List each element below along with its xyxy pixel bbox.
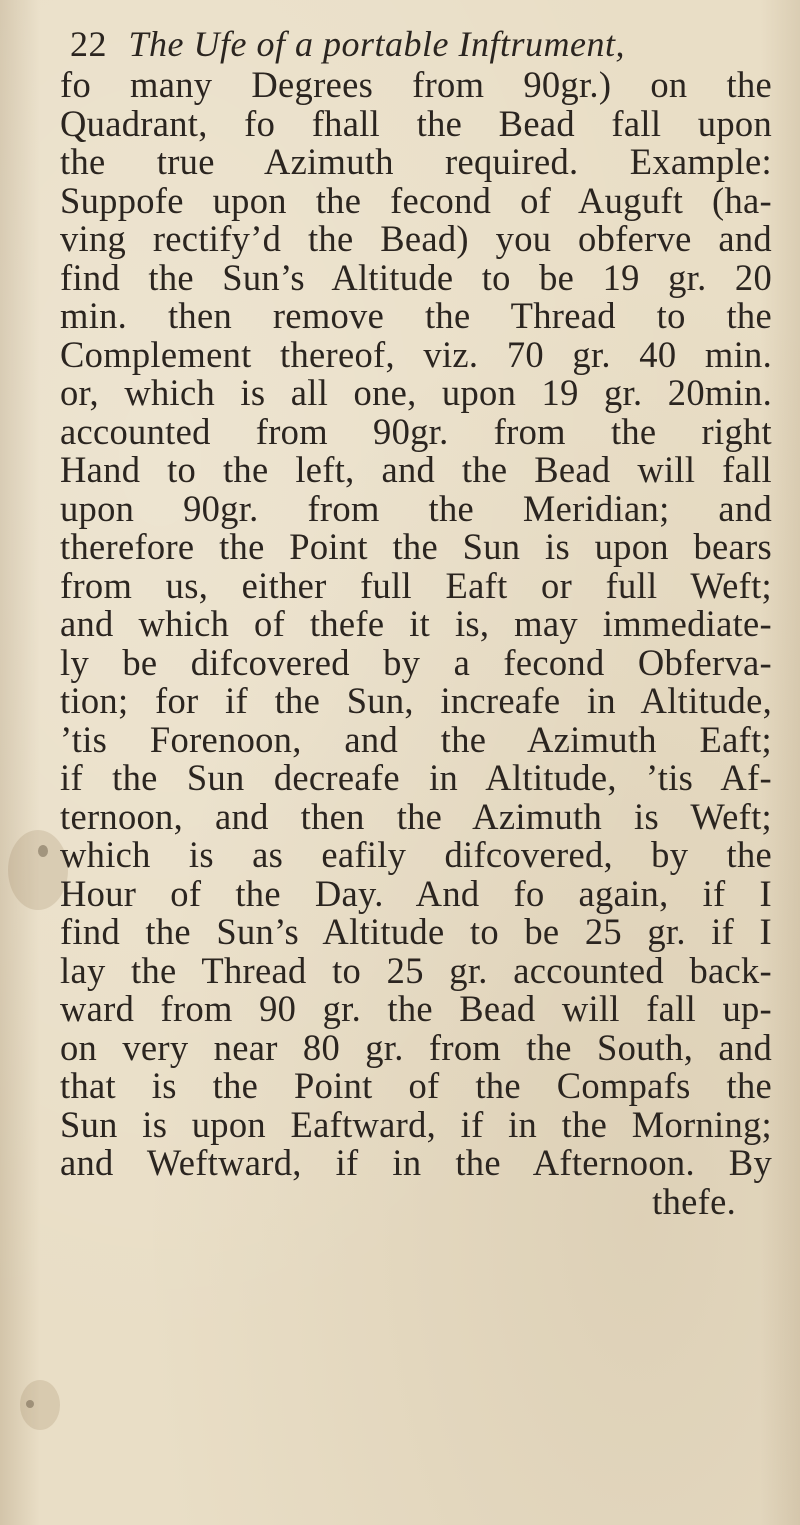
text-line: therefore the Point the Sun is upon bears — [60, 526, 772, 567]
text-line: or, which is all one, upon 19 gr. 20min. — [60, 372, 772, 413]
text-line: if the Sun decreafe in Altitude, ’tis Af- — [60, 757, 772, 798]
page-header — [70, 22, 790, 66]
text-line: and Weftward, if in the Afternoon. By — [60, 1142, 772, 1183]
text-line: Quadrant, fo fhall the Bead fall upon — [60, 102, 772, 144]
text-line: find the Sun’s Altitude to be 25 gr. if I — [60, 911, 772, 952]
text-line: the true Azimuth required. Example: — [60, 141, 772, 182]
text-line: ward from 90 gr. the Bead will fall up- — [60, 988, 772, 1029]
text-line: Sun is upon Eaftward, if in the Morning; — [60, 1103, 772, 1145]
text-line: ternoon, and then the Azimuth is Weft; — [60, 795, 772, 837]
ink-speck — [38, 845, 48, 857]
text-line: which is as eafily difcovered, by the — [60, 834, 772, 875]
running-title: The Ufe of a portable Inftrument, — [128, 24, 625, 64]
text-line: min. then remove the Thread to the — [60, 295, 772, 336]
text-line: Hand to the left, and the Bead will fall — [60, 449, 772, 490]
paper-stain — [8, 830, 68, 910]
text-line: lay the Thread to 25 gr. accounted back- — [60, 949, 772, 991]
text-line: and which of thefe it is, may immediate- — [60, 603, 772, 644]
ink-speck — [26, 1400, 34, 1408]
text-line: find the Sun’s Altitude to be 19 gr. 20 — [60, 256, 772, 298]
text-line: Suppofe upon the fecond of Auguft (ha- — [60, 179, 772, 221]
text-line: ’tis Forenoon, and the Azimuth Eaft; — [60, 718, 772, 760]
text-line: upon 90gr. from the Meridian; and — [60, 487, 772, 529]
text-line: Hour of the Day. And fo again, if I — [60, 872, 772, 914]
catchword: thefe. — [652, 1180, 736, 1222]
text-line: Complement thereof, viz. 70 gr. 40 min. — [60, 333, 772, 375]
text-line: ly be difcovered by a fecond Obferva- — [60, 641, 772, 683]
text-line: on very near 80 gr. from the South, and — [60, 1026, 772, 1068]
text-line: that is the Point of the Compafs the — [60, 1065, 772, 1106]
text-line: ving rectify’d the Bead) you obferve and — [60, 218, 772, 259]
text-line: fo many Degrees from 90gr.) on the — [60, 64, 772, 105]
text-line: accounted from 90gr. from the right — [60, 410, 772, 452]
body-text — [60, 66, 772, 1221]
text-line: from us, either full Eaft or full Weft; — [60, 564, 772, 606]
text-line: tion; for if the Sun, increafe in Altitude, — [60, 680, 772, 721]
page-number: 22 — [70, 24, 107, 64]
